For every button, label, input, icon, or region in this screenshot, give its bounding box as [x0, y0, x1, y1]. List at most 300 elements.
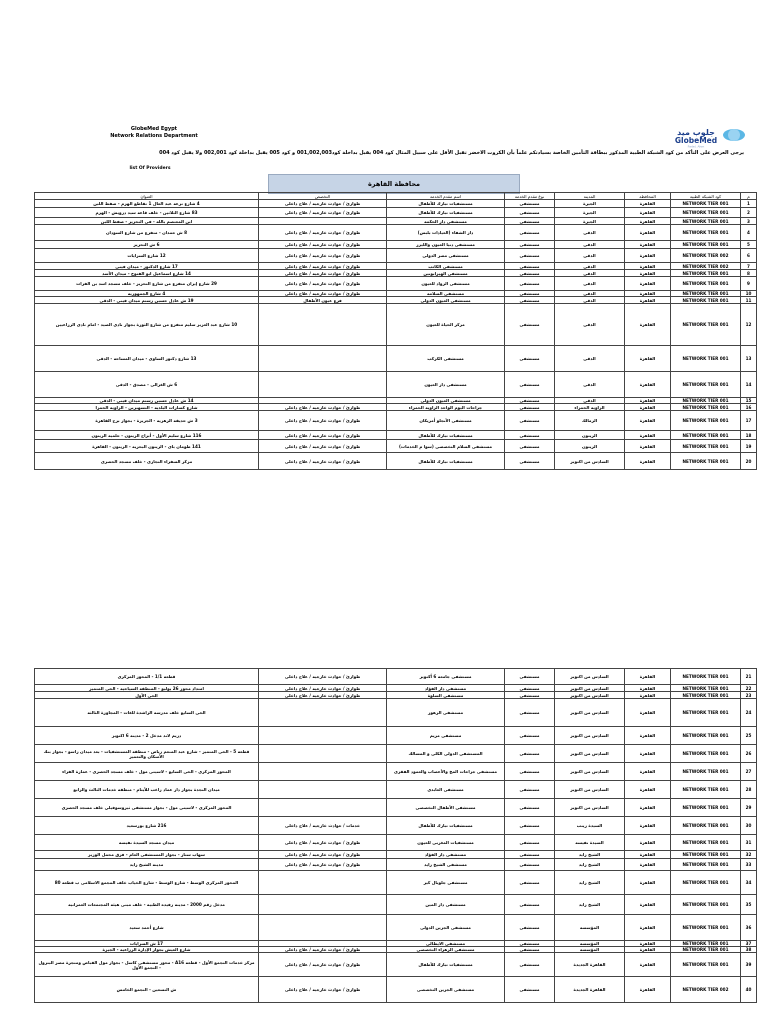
cell-specialty [259, 372, 387, 398]
cell-specialty: طوارئ / حوادث خارجية / علاج داخلى [259, 431, 387, 440]
cell-tier: NETWORK TIER 002 [671, 249, 741, 263]
table-row [35, 346, 757, 372]
cell-tier: NETWORK TIER 001 [671, 685, 741, 692]
cell-city: السادس من اكتوبر [555, 669, 625, 685]
cell-provider: مستشفيات المغربى للعيون [387, 835, 505, 851]
cell-tier: NETWORK TIER 001 [671, 699, 741, 727]
cell-specialty: طوارئ / حوادث خارجية / علاج داخلى [259, 404, 387, 411]
cell-type: مستشفى [505, 277, 555, 291]
cell-specialty: طوارئ / حوادث خارجية / علاج داخلى [259, 249, 387, 263]
cell-tier: NETWORK TIER 001 [671, 745, 741, 763]
table-row [35, 372, 757, 398]
cell-governorate: القاهرة [625, 440, 671, 453]
cell-num: 14 [741, 372, 757, 398]
cell-governorate: القاهرة [625, 249, 671, 263]
cell-num: 20 [741, 453, 757, 470]
table-row [35, 871, 757, 895]
cell-num: 32 [741, 851, 757, 859]
cell-specialty [259, 346, 387, 372]
table-row [35, 304, 757, 346]
cell-tier: NETWORK TIER 001 [671, 799, 741, 817]
col-tier: كود الشبكة الطبية [671, 193, 741, 200]
cell-city: الجيزة [555, 218, 625, 225]
cell-type: مستشفى [505, 304, 555, 346]
cell-governorate: القاهرة [625, 699, 671, 727]
cell-address: مركز السفراء التجارى - خلف مسجد الحصرى [35, 453, 259, 470]
cell-tier: NETWORK TIER 001 [671, 817, 741, 835]
cell-tier: NETWORK TIER 001 [671, 895, 741, 915]
cell-num: 6 [741, 249, 757, 263]
table-row [35, 953, 757, 977]
table-row [35, 895, 757, 915]
table-row [35, 915, 757, 941]
cell-num: 5 [741, 241, 757, 249]
cell-city: المؤسسة [555, 947, 625, 953]
cell-governorate: القاهرة [625, 895, 671, 915]
cell-type: مستشفى [505, 859, 555, 871]
cell-provider: مستشفيات تبارك للأطفال [387, 208, 505, 218]
cell-num: 38 [741, 947, 757, 953]
cell-type: مستشفى [505, 225, 555, 241]
cell-num: 35 [741, 895, 757, 915]
cell-tier: NETWORK TIER 001 [671, 453, 741, 470]
cell-governorate: القاهرة [625, 218, 671, 225]
cell-address: 6 ش الغزالى - مصدق - الدقى [35, 372, 259, 398]
cell-type: مستشفى [505, 953, 555, 977]
cell-city: الزمالك [555, 411, 625, 431]
cell-type: مستشفى [505, 297, 555, 304]
cell-num: 26 [741, 745, 757, 763]
cell-address: 141 طومان باى - الزيتون البحرية - الزيتون - القاهرة [35, 440, 259, 453]
cell-tier: NETWORK TIER 001 [671, 277, 741, 291]
cell-governorate: القاهرة [625, 225, 671, 241]
cell-tier: NETWORK TIER 001 [671, 241, 741, 249]
cell-governorate: القاهرة [625, 947, 671, 953]
table-row [35, 835, 757, 851]
cell-city: الدقى [555, 241, 625, 249]
cell-type: مستشفى [505, 915, 555, 941]
cell-city: الدقى [555, 304, 625, 346]
cell-num: 13 [741, 346, 757, 372]
cell-tier: NETWORK TIER 001 [671, 851, 741, 859]
cell-tier: NETWORK TIER 001 [671, 440, 741, 453]
cell-provider: مستشفى الكركب [387, 346, 505, 372]
intro-note: يرجى العرض على التأكد من كود الشبكة الطبية المذكور ببطاقة التأمين الخاصة بسيادتكم علماً بأن الكروت الاخضر تقبل الأقل على سبيل المثال كود 004 يقبل بداخلة كود001,002,003 و كود 005 يقبل بداخلة كود 002,001 ولا يقبل كود 004 [159, 150, 744, 156]
cell-provider: مستشفى العابدى [387, 781, 505, 799]
cell-address: 3 ش حديقة الزهرية - الجزيرة - بجوار برج القاهرة [35, 411, 259, 431]
cell-tier: NETWORK TIER 002 [671, 263, 741, 270]
table-row [35, 225, 757, 241]
cell-tier: NETWORK TIER 001 [671, 947, 741, 953]
cell-specialty [259, 763, 387, 781]
cell-provider: مستشفى دار الفؤاد [387, 685, 505, 692]
cell-num: 22 [741, 685, 757, 692]
cell-governorate: القاهرة [625, 404, 671, 411]
cell-address: امتداد محور 26 يوليو - المنطقة السياحية - الحى المتميز [35, 685, 259, 692]
table-row [35, 241, 757, 249]
cell-governorate: القاهرة [625, 799, 671, 817]
cell-city: السيدة نفيسة [555, 835, 625, 851]
cell-tier: NETWORK TIER 001 [671, 372, 741, 398]
cell-address: 83 شارع الثلاثين - خلف قاعة سيد درويش - الهرم [35, 208, 259, 218]
cell-provider: مستشفى دار الفؤاد [387, 851, 505, 859]
cell-specialty: طوارئ / حوادث خارجية / علاج داخلى [259, 453, 387, 470]
cell-city: الدقى [555, 297, 625, 304]
cell-tier: NETWORK TIER 002 [671, 977, 741, 1003]
cell-governorate: القاهرة [625, 851, 671, 859]
cell-specialty: طوارئ / حوادث خارجية / علاج داخلى [259, 270, 387, 277]
cell-governorate: القاهرة [625, 953, 671, 977]
cell-governorate: القاهرة [625, 411, 671, 431]
cell-specialty [259, 895, 387, 915]
table-row [35, 685, 757, 692]
cell-tier: NETWORK TIER 001 [671, 859, 741, 871]
cell-specialty: طوارئ / حوادث خارجية / علاج داخلى [259, 851, 387, 859]
cell-governorate: القاهرة [625, 372, 671, 398]
table-row [35, 799, 757, 817]
table-row [35, 727, 757, 745]
cell-num: 3 [741, 218, 757, 225]
cell-num: 1 [741, 200, 757, 208]
col-provider: اسم مقدم الخدمة [387, 193, 505, 200]
cell-num: 40 [741, 977, 757, 1003]
cell-governorate: القاهرة [625, 270, 671, 277]
table-row [35, 218, 757, 225]
cell-provider: مستشفى العيون الدولى [387, 297, 505, 304]
cell-num: 36 [741, 915, 757, 941]
cell-specialty [259, 218, 387, 225]
cell-provider: مستشفيات تبارك للأطفال [387, 453, 505, 470]
cell-address: دريم لاند مدخل 2 - مدينة 6 اكتوبر [35, 727, 259, 745]
cell-governorate: القاهرة [625, 941, 671, 947]
cell-num: 29 [741, 799, 757, 817]
cell-governorate: القاهرة [625, 277, 671, 291]
cell-city: الدقى [555, 270, 625, 277]
cell-provider: مستشفى الكاتب [387, 263, 505, 270]
cell-address: قطعة 5 - الحى المتميز - شارع عبد المنعم رياض - منطقة المستشفيات - بعد ميدان راسو - بجوار بنك الأسكان والتعمير [35, 745, 259, 763]
cell-tier: NETWORK TIER 001 [671, 304, 741, 346]
cell-address: شارع أحمد سعيد [35, 915, 259, 941]
cell-provider: مستشفى الجرين التخصصى [387, 977, 505, 1003]
cell-num: 7 [741, 263, 757, 270]
cell-specialty [259, 304, 387, 346]
cell-type: مستشفى [505, 727, 555, 745]
cell-city: القاهرة الجديدة [555, 953, 625, 977]
cell-specialty [259, 915, 387, 941]
company-name: GlobeMed Egypt [130, 126, 178, 132]
cell-city: السادس من اكتوبر [555, 763, 625, 781]
cell-city: الزيتون [555, 431, 625, 440]
cell-provider: مستشفى مصر الدولى [387, 249, 505, 263]
cell-provider: مستشفيات تبارك للأطفال [387, 200, 505, 208]
cell-provider: مستشفى الشيخ زايد [387, 859, 505, 871]
cell-provider: مستشفى الأطفال التخصصى [387, 799, 505, 817]
cell-type: مستشفى [505, 977, 555, 1003]
cell-address: 13 شارع دكتور الساوى - ميدان المساحة - الدقى [35, 346, 259, 372]
cell-specialty: طوارئ / حوادث خارجية / علاج داخلى [259, 411, 387, 431]
cell-provider: مركز الحياة للعيون [387, 304, 505, 346]
governorate-title: محافظة القاهرة [268, 174, 520, 194]
cell-num: 8 [741, 270, 757, 277]
cell-num: 24 [741, 699, 757, 727]
cell-num: 30 [741, 817, 757, 835]
cell-tier: NETWORK TIER 001 [671, 297, 741, 304]
cell-provider: مستشفى السلوة [387, 692, 505, 699]
cell-address: 8 ش حمدان - متفرع من شارع السودان [35, 225, 259, 241]
cell-city: السادس من اكتوبر [555, 727, 625, 745]
cell-tier: NETWORK TIER 001 [671, 763, 741, 781]
cell-address: مدخل رقم 2000 - مدينة رفيده الطبية - خلف مبنى هيئة المجتمعات العمرانية [35, 895, 259, 915]
cell-num: 12 [741, 304, 757, 346]
cell-address: 12 شارع السرايات [35, 249, 259, 263]
cell-specialty: طوارئ / حوادث خارجية / علاج داخلى [259, 225, 387, 241]
company-block [104, 126, 204, 140]
col-governorate: المحافظة [625, 193, 671, 200]
cell-num: 34 [741, 871, 757, 895]
cell-tier: NETWORK TIER 001 [671, 781, 741, 799]
table-row [35, 977, 757, 1003]
cell-specialty: طوارئ / حوادث خارجية / علاج داخلى [259, 277, 387, 291]
cell-city: الدقى [555, 249, 625, 263]
cell-address: قطعة 1/1 - المحور المركزى [35, 669, 259, 685]
cell-type: مستشفى [505, 218, 555, 225]
cell-type: مستشفى [505, 895, 555, 915]
cell-provider: مستشفى السلام التخصصى (سوا م الخدمات) [387, 440, 505, 453]
cell-governorate: القاهرة [625, 727, 671, 745]
cell-num: 17 [741, 411, 757, 431]
cell-type: مستشفى [505, 871, 555, 895]
cell-provider: مستشفى السلامة [387, 291, 505, 297]
cell-governorate: القاهرة [625, 817, 671, 835]
cell-governorate: القاهرة [625, 781, 671, 799]
table-row [35, 817, 757, 835]
logo-arabic-text: جلوب ميد [677, 128, 715, 137]
table-row [35, 763, 757, 781]
cell-type: مستشفى [505, 745, 555, 763]
providers-table-page2 [34, 668, 757, 1003]
cell-provider: مستشفى جامعة 6 أكتوبر [387, 669, 505, 685]
cell-city: السادس من اكتوبر [555, 799, 625, 817]
cell-city: الدقى [555, 225, 625, 241]
cell-num: 2 [741, 208, 757, 218]
col-num: م [741, 193, 757, 200]
cell-tier: NETWORK TIER 001 [671, 404, 741, 411]
cell-provider: مستشفى جلوبال كير [387, 871, 505, 895]
cell-specialty [259, 799, 387, 817]
cell-city: السادس من اكتوبر [555, 692, 625, 699]
cell-tier: NETWORK TIER 001 [671, 291, 741, 297]
cell-num: 25 [741, 727, 757, 745]
cell-city: الشيخ زايد [555, 895, 625, 915]
col-type: نوع مقدم الخدمة [505, 193, 555, 200]
table-row [35, 411, 757, 431]
cell-governorate: القاهرة [625, 291, 671, 297]
cell-num: 27 [741, 763, 757, 781]
cell-governorate: القاهرة [625, 763, 671, 781]
table-row [35, 669, 757, 685]
cell-tier: NETWORK TIER 001 [671, 200, 741, 208]
department-name: Network Relations Department [110, 133, 198, 139]
cell-governorate: القاهرة [625, 208, 671, 218]
table-row [35, 263, 757, 270]
cell-type: مستشفى [505, 372, 555, 398]
cell-address: 14 ش عادل حسين رستم ميدان فينى - الدقى [35, 398, 259, 404]
cell-specialty: طوارئ / حوادث خارجية / علاج داخلى [259, 859, 387, 871]
cell-type: مستشفى [505, 781, 555, 799]
cell-specialty: طوارئ / حوادث خارجية / علاج داخلى [259, 208, 387, 218]
cell-provider: مستشفيات تبارك للأطفال [387, 431, 505, 440]
cell-specialty: طوارئ / حوادث خارجية / علاج داخلى [259, 241, 387, 249]
table-row [35, 200, 757, 208]
list-title: list Of Providers [129, 166, 171, 171]
cell-specialty [259, 745, 387, 763]
cell-specialty: طوارئ / حوادث خارجية / علاج داخلى [259, 692, 387, 699]
cell-city: الشيخ زايد [555, 859, 625, 871]
cell-specialty: طوارئ / حوادث خارجية / علاج داخلى [259, 977, 387, 1003]
cell-tier: NETWORK TIER 001 [671, 208, 741, 218]
cell-tier: NETWORK TIER 001 [671, 692, 741, 699]
cell-provider: مستشفى الجرين الدولى [387, 915, 505, 941]
cell-type: مستشفى [505, 346, 555, 372]
cell-tier: NETWORK TIER 001 [671, 225, 741, 241]
cell-city: الشيخ زايد [555, 851, 625, 859]
cell-tier: NETWORK TIER 001 [671, 871, 741, 895]
cell-specialty: طوارئ / حوادث خارجية / علاج داخلى [259, 200, 387, 208]
cell-type: مستشفى [505, 453, 555, 470]
cell-type: مستشفى [505, 411, 555, 431]
cell-city: الدقى [555, 346, 625, 372]
cell-specialty: فرع عيون الأطفال [259, 297, 387, 304]
cell-tier: NETWORK TIER 001 [671, 411, 741, 431]
table-row [35, 270, 757, 277]
cell-address: ش التسعين - التجمع الخامس [35, 977, 259, 1003]
cell-specialty: خدمات / حوادث خارجية / علاج داخلى [259, 817, 387, 835]
cell-address: 19 ش عادل حسين رستم ميدان فينى - الدقى [35, 297, 259, 304]
cell-type: مستشفى [505, 763, 555, 781]
cell-type: مستشفى [505, 398, 555, 404]
table-header-row [35, 193, 757, 200]
table-row [35, 453, 757, 470]
cell-num: 28 [741, 781, 757, 799]
cell-provider: مستشفى الزهور [387, 699, 505, 727]
cell-city: الجيزة [555, 200, 625, 208]
cell-city: الدقى [555, 291, 625, 297]
cell-type: مستشفى [505, 799, 555, 817]
cell-provider: مستشفى دار المين [387, 895, 505, 915]
cell-provider: دار الشفاء (العيادات بلبس) [387, 225, 505, 241]
cell-tier: NETWORK TIER 001 [671, 398, 741, 404]
logo-latin-text: GlobeMed [674, 136, 718, 145]
cell-type: مستشفى [505, 241, 555, 249]
cell-city: المؤسسة [555, 941, 625, 947]
cell-address: 14 شارع اسماعيل ابو الفتوح - ميدان الأسد [35, 270, 259, 277]
cell-governorate: القاهرة [625, 453, 671, 470]
table-row [35, 859, 757, 871]
cell-type: مستشفى [505, 692, 555, 699]
cell-type: مستشفى [505, 263, 555, 270]
cell-type: مستشفى [505, 817, 555, 835]
cell-address: المحور المركزى - الحى السابع - لاسيتى مول - خلف مسجد الحصرى - عمارة الفراء [35, 763, 259, 781]
logo-graphic [630, 126, 746, 148]
cell-type: مستشفى [505, 431, 555, 440]
cell-tier: NETWORK TIER 001 [671, 346, 741, 372]
col-address: العنوان [35, 193, 259, 200]
cell-city: السادس من اكتوبر [555, 745, 625, 763]
cell-city: الدقى [555, 277, 625, 291]
cell-type: مستشفى [505, 208, 555, 218]
cell-governorate: القاهرة [625, 297, 671, 304]
globemed-logo [630, 126, 746, 148]
table-row [35, 404, 757, 411]
cell-governorate: القاهرة [625, 398, 671, 404]
cell-city: السادس من اكتوبر [555, 453, 625, 470]
cell-specialty: طوارئ / حوادث خارجية / علاج داخلى [259, 291, 387, 297]
cell-specialty [259, 781, 387, 799]
table-row [35, 745, 757, 763]
cell-specialty: طوارئ / حوادث خارجية / علاج داخلى [259, 947, 387, 953]
table-row [35, 781, 757, 799]
cell-address: سهاب ستار - بجوار المستشفى العام - فرق محمل الوزير [35, 851, 259, 859]
cell-city: القاهرة الجديدة [555, 977, 625, 1003]
cell-tier: NETWORK TIER 001 [671, 941, 741, 947]
cell-tier: NETWORK TIER 001 [671, 218, 741, 225]
cell-provider: مستشفى الأنجلو أمريكان [387, 411, 505, 431]
cell-type: مستشفى [505, 440, 555, 453]
cell-provider: مستشفى الزهراء التخصصى [387, 947, 505, 953]
cell-governorate: القاهرة [625, 871, 671, 895]
table-row [35, 692, 757, 699]
cell-governorate: القاهرة [625, 263, 671, 270]
cell-num: 19 [741, 440, 757, 453]
cell-num: 33 [741, 859, 757, 871]
cell-address: ابن المعتصم بالله - فى التحرير - صفط اللبن [35, 218, 259, 225]
cell-city: الزاوية الحمراء [555, 404, 625, 411]
logo-tagline-text: Fadel. Ahm [687, 144, 705, 148]
cell-governorate: القاهرة [625, 346, 671, 372]
cell-address: 17 ش السرايات [35, 941, 259, 947]
table-row [35, 249, 757, 263]
cell-governorate: القاهرة [625, 745, 671, 763]
cell-provider: جراحات اليوم الواحد الزاوية الحمراء [387, 404, 505, 411]
cell-address: 17 شارع الدكتور - ميدان فينى [35, 263, 259, 270]
cell-address: المحور المركزى - لاسيتى مول - بجوار مستشفى ثيروسوفيلي خلف مسجد الحصرى [35, 799, 259, 817]
cell-tier: NETWORK TIER 001 [671, 915, 741, 941]
cell-address: 116 شارع سليم الأول - أبراج الزيتون - حلمية الزيتون [35, 431, 259, 440]
cell-address: 4 شارع الجمهورية [35, 291, 259, 297]
cell-type: مستشفى [505, 851, 555, 859]
cell-governorate: القاهرة [625, 431, 671, 440]
cell-governorate: القاهرة [625, 977, 671, 1003]
cell-num: 21 [741, 669, 757, 685]
cell-governorate: القاهرة [625, 915, 671, 941]
cell-provider: مستشفيات تبارك للأطفال [387, 953, 505, 977]
cell-provider: مستشفى الهيرابونين [387, 270, 505, 277]
cell-provider: مستشفى الرواد للعيون [387, 277, 505, 291]
cell-governorate: القاهرة [625, 241, 671, 249]
cell-tier: NETWORK TIER 001 [671, 835, 741, 851]
cell-type: مستشفى [505, 249, 555, 263]
cell-num: 37 [741, 941, 757, 947]
cell-provider: مستشفى جراحات المخ والأعصاب والعمود الفقرى [387, 763, 505, 781]
cell-provider: مستشفى دار الحكمة [387, 218, 505, 225]
cell-governorate: القاهرة [625, 859, 671, 871]
cell-specialty: طوارئ / حوادث خارجية / علاج داخلى [259, 685, 387, 692]
cell-city: المؤسسة [555, 915, 625, 941]
providers-table-page1 [34, 192, 757, 470]
cell-tier: NETWORK TIER 001 [671, 270, 741, 277]
table-row [35, 297, 757, 304]
table-row [35, 277, 757, 291]
